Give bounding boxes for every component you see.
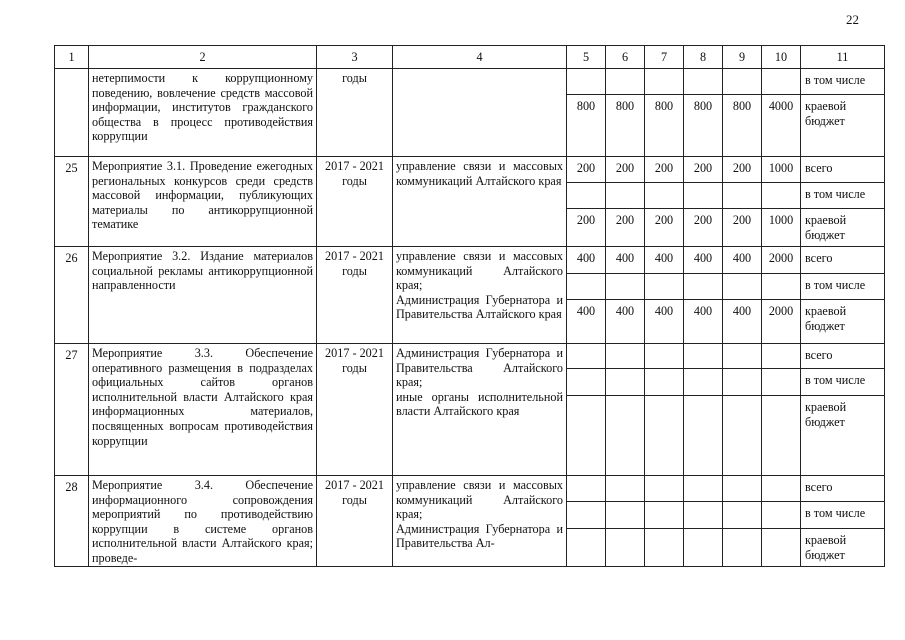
years: 2017 - 2021 годы xyxy=(317,476,393,567)
header-cell: 4 xyxy=(393,46,567,69)
row-number: 25 xyxy=(55,157,89,247)
table-row xyxy=(55,247,885,274)
header-cell: 10 xyxy=(762,46,801,69)
budget-label: краевой бюджет xyxy=(801,396,885,476)
executor: управление связи и массовых коммуникаций Алтайского края; Администрация Губернатора и Правительства Ал- xyxy=(393,476,567,567)
value-cell: 200 xyxy=(606,209,645,247)
budget-label: краевой бюджет xyxy=(801,529,885,566)
executor: управление связи и массовых коммуникаций Алтайского края xyxy=(393,157,567,247)
header-cell: 6 xyxy=(606,46,645,69)
table-row xyxy=(55,69,885,95)
value-cell: 200 xyxy=(723,209,762,247)
budget-label: всего xyxy=(801,157,885,183)
budget-label: в том числе xyxy=(801,274,885,300)
value-cell: 800 xyxy=(645,95,684,157)
value-cell: 400 xyxy=(645,247,684,274)
value-cell: 400 xyxy=(567,300,606,344)
budget-label: краевой бюджет xyxy=(801,209,885,247)
activity-description: Мероприятие 3.1. Проведение ежегодных региональных конкурсов среди средств массовой информации, публикующих материалы по антикоррупционной тематике xyxy=(89,157,317,247)
activity-description: Мероприятие 3.3. Обеспечение оперативного размещения в подразделах официальных сайтов органов исполнительной власти Алтайского края информационных материалов, посвященных вопросам противодействия коррупции xyxy=(89,344,317,476)
header-cell: 1 xyxy=(55,46,89,69)
value-cell: 4000 xyxy=(762,95,801,157)
value-cell: 1000 xyxy=(762,209,801,247)
budget-label: в том числе xyxy=(801,502,885,529)
value-cell: 200 xyxy=(567,157,606,183)
budget-label: в том числе xyxy=(801,183,885,209)
row-number: 27 xyxy=(55,344,89,476)
header-cell: 2 xyxy=(89,46,317,69)
header-cell: 11 xyxy=(801,46,885,69)
row-number: 28 xyxy=(55,476,89,567)
value-cell: 800 xyxy=(684,95,723,157)
executor: Администрация Губернатора и Правительства Алтайского края; иные органы исполнительной власти Алтайского края xyxy=(393,344,567,476)
value-cell: 800 xyxy=(606,95,645,157)
value-cell: 1000 xyxy=(762,157,801,183)
header-cell: 8 xyxy=(684,46,723,69)
budget-label: в том числе xyxy=(801,369,885,396)
value-cell: 200 xyxy=(645,209,684,247)
value-cell: 200 xyxy=(645,157,684,183)
table-row xyxy=(55,476,885,502)
header-cell: 9 xyxy=(723,46,762,69)
value-cell: 200 xyxy=(684,209,723,247)
table-row xyxy=(55,344,885,369)
budget-label: краевой бюджет xyxy=(801,300,885,344)
budget-label: в том числе xyxy=(801,69,885,95)
header-cell: 5 xyxy=(567,46,606,69)
value-cell: 400 xyxy=(606,247,645,274)
row-number: 26 xyxy=(55,247,89,344)
budget-label: всего xyxy=(801,247,885,274)
value-cell: 400 xyxy=(645,300,684,344)
page-number: 22 xyxy=(846,12,859,27)
activity-description: нетерпимости к коррупционному поведению, вовлечение средств массовой информации, институтов гражданского общества в процесс противодействия коррупции xyxy=(89,69,317,157)
value-cell: 2000 xyxy=(762,247,801,274)
executor: управление связи и массовых коммуникаций Алтайского края; Администрация Губернатора и Правительства Алтайского края xyxy=(393,247,567,344)
program-table xyxy=(54,45,885,567)
value-cell: 400 xyxy=(567,247,606,274)
value-cell: 800 xyxy=(723,95,762,157)
activity-description: Мероприятие 3.4. Обеспечение информационного сопровождения мероприятий по противодействию коррупции в системе органов исполнительной власти Алтайского края; проведе- xyxy=(89,476,317,567)
value-cell: 400 xyxy=(684,247,723,274)
header-cell: 7 xyxy=(645,46,684,69)
budget-label: краевой бюджет xyxy=(801,95,885,157)
value-cell: 400 xyxy=(723,300,762,344)
value-cell: 200 xyxy=(606,157,645,183)
value-cell: 200 xyxy=(723,157,762,183)
activity-description: Мероприятие 3.2. Издание материалов социальной рекламы антикоррупционной направленности xyxy=(89,247,317,344)
header-cell: 3 xyxy=(317,46,393,69)
value-cell: 400 xyxy=(606,300,645,344)
value-cell: 2000 xyxy=(762,300,801,344)
budget-label: всего xyxy=(801,344,885,369)
value-cell: 400 xyxy=(723,247,762,274)
years: 2017 - 2021 годы xyxy=(317,157,393,247)
header-row xyxy=(55,46,885,69)
table-row xyxy=(55,157,885,183)
value-cell: 400 xyxy=(684,300,723,344)
years: 2017 - 2021 годы xyxy=(317,344,393,476)
value-cell: 200 xyxy=(684,157,723,183)
value-cell: 200 xyxy=(567,209,606,247)
years: 2017 - 2021 годы xyxy=(317,247,393,344)
years: годы xyxy=(317,69,393,157)
budget-label: всего xyxy=(801,476,885,502)
value-cell: 800 xyxy=(567,95,606,157)
